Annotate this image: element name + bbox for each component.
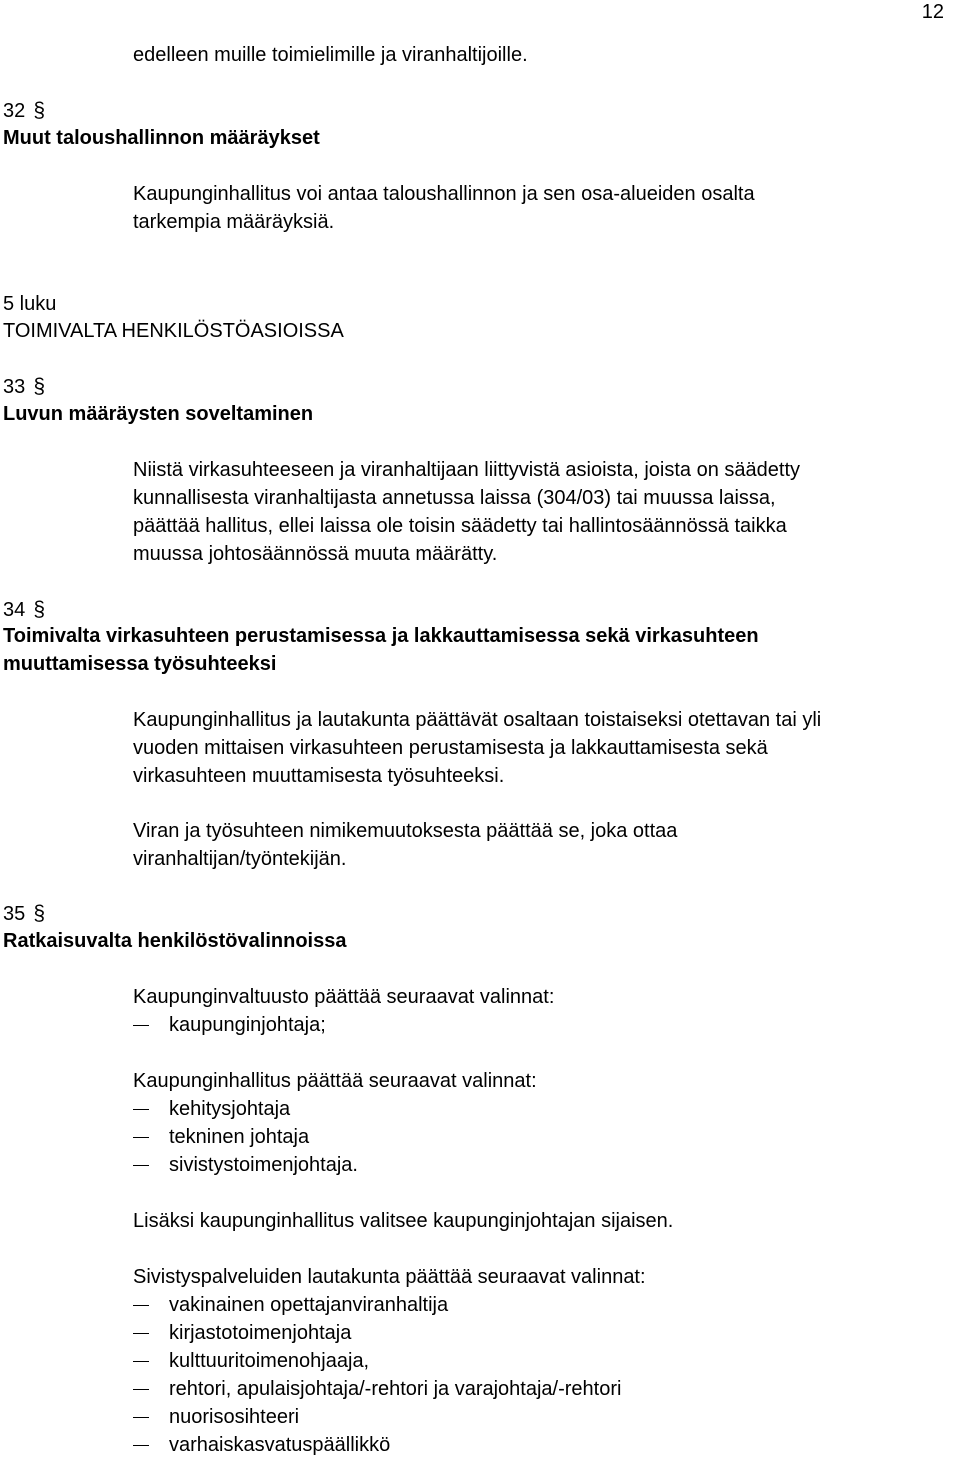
section-32-number: 32 § bbox=[3, 97, 47, 125]
list-item: vakinainen opettajanviranhaltija bbox=[133, 1291, 169, 1319]
section-34-para1-line: vuoden mittaisen virkasuhteen perustamisesta ja lakkauttamisesta sekä bbox=[133, 737, 768, 759]
section-33-title: Luvun määräysten soveltaminen bbox=[3, 403, 314, 425]
dash-icon bbox=[133, 1137, 149, 1138]
list-item: varhaiskasvatuspäällikkö bbox=[133, 1431, 169, 1459]
section-33-body-line: Niistä virkasuhteeseen ja viranhaltijaan liittyvistä asioista, joista on säädetty bbox=[133, 459, 801, 481]
dash-icon bbox=[133, 1025, 149, 1026]
page-number: 12 bbox=[921, 1, 944, 23]
dash-icon bbox=[133, 1109, 149, 1110]
section-symbol-icon: § bbox=[33, 598, 46, 621]
section-symbol-icon: § bbox=[33, 902, 46, 925]
section-32-body-line: Kaupunginhallitus voi antaa taloushallinnon ja sen osa-alueiden osalta bbox=[133, 183, 755, 205]
list-item: kirjastotoimenjohtaja bbox=[133, 1319, 169, 1347]
dash-icon bbox=[133, 1361, 149, 1362]
section-34-title-line: muuttamisessa työsuhteeksi bbox=[3, 653, 277, 675]
list-item: kaupunginjohtaja; bbox=[133, 1011, 169, 1039]
dash-icon bbox=[133, 1417, 149, 1418]
section-35-number: 35 § bbox=[3, 900, 47, 928]
section-symbol-icon: § bbox=[33, 99, 46, 122]
section-34-para2-line: viranhaltijan/työntekijän. bbox=[133, 848, 347, 870]
council-intro: Kaupunginvaltuusto päättää seuraavat valinnat: bbox=[133, 986, 555, 1008]
section-symbol-icon: § bbox=[33, 375, 46, 398]
dash-icon bbox=[133, 1333, 149, 1334]
chapter-title: TOIMIVALTA HENKILÖSTÖASIOISSA bbox=[3, 320, 344, 342]
section-34-para1-line: virkasuhteen muuttamisesta työsuhteeksi. bbox=[133, 765, 505, 787]
list-item: nuorisosihteeri bbox=[133, 1403, 169, 1431]
section-35-title: Ratkaisuvalta henkilöstövalinnoissa bbox=[3, 930, 347, 952]
section-32-title: Muut taloushallinnon määräykset bbox=[3, 127, 320, 149]
list-item: kehitysjohtaja bbox=[133, 1095, 169, 1123]
board-intro: Kaupunginhallitus päättää seuraavat valinnat: bbox=[133, 1070, 537, 1092]
dash-icon bbox=[133, 1305, 149, 1306]
chapter-label: 5 luku bbox=[3, 293, 57, 315]
section-33-body-line: päättää hallitus, ellei laissa ole toisin säädetty tai hallintosäännössä taikka bbox=[133, 515, 787, 537]
section-32-body-line: tarkempia määräyksiä. bbox=[133, 211, 335, 233]
dash-icon bbox=[133, 1165, 149, 1166]
section-34-para2-line: Viran ja työsuhteen nimikemuutoksesta päättää se, joka ottaa bbox=[133, 820, 678, 842]
list-item: rehtori, apulaisjohtaja/-rehtori ja varajohtaja/-rehtori bbox=[133, 1375, 169, 1403]
section-33-body-line: muussa johtosäännössä muuta määrätty. bbox=[133, 543, 498, 565]
board-extra: Lisäksi kaupunginhallitus valitsee kaupunginjohtajan sijaisen. bbox=[133, 1210, 674, 1232]
edu-intro: Sivistyspalveluiden lautakunta päättää seuraavat valinnat: bbox=[133, 1266, 646, 1288]
list-item: kulttuuritoimenohjaaja, bbox=[133, 1347, 169, 1375]
dash-icon bbox=[133, 1389, 149, 1390]
section-33-number: 33 § bbox=[3, 373, 47, 401]
intro-line: edelleen muille toimielimille ja viranhaltijoille. bbox=[133, 44, 528, 66]
list-item: tekninen johtaja bbox=[133, 1123, 169, 1151]
section-34-title-line: Toimivalta virkasuhteen perustamisessa ja lakkauttamisessa sekä virkasuhteen bbox=[3, 625, 759, 647]
list-item: sivistystoimenjohtaja. bbox=[133, 1151, 169, 1179]
section-34-para1-line: Kaupunginhallitus ja lautakunta päättävät osaltaan toistaiseksi otettavan tai yli bbox=[133, 709, 822, 731]
section-33-body-line: kunnallisesta viranhaltijasta annetussa laissa (304/03) tai muussa laissa, bbox=[133, 487, 776, 509]
section-34-number: 34 § bbox=[3, 596, 47, 624]
dash-icon bbox=[133, 1445, 149, 1446]
